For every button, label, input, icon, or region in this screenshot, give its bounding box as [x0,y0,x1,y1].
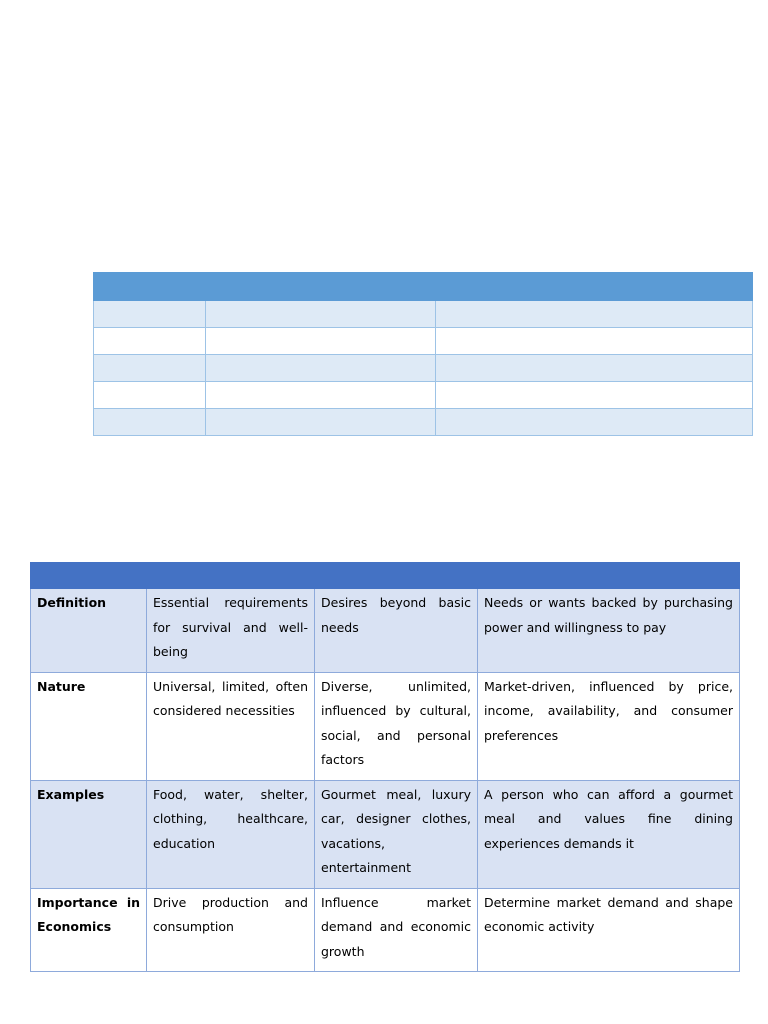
table-cell: Universal, limited, often considered necessities [147,672,315,780]
table-row [31,589,740,673]
table-cell: Influence market demand and economic growth [315,888,478,972]
row-label: Definition [31,589,147,673]
row-label: Examples [31,780,147,888]
table-cell: Food, water, shelter, clothing, healthcare, education [147,780,315,888]
table-cell [206,382,436,409]
table-cell: Drive production and consumption [147,888,315,972]
table-cell: Gourmet meal, luxury car, designer clothes, vacations, entertainment [315,780,478,888]
table-cell [436,382,753,409]
table-row [94,382,753,409]
table-cell: Essential requirements for survival and well-being [147,589,315,673]
table-cell [206,355,436,382]
table-cell [436,328,753,355]
table-row [94,301,753,328]
comparison-table [30,562,740,972]
table-cell [436,301,753,328]
table-row [31,780,740,888]
table-row [94,328,753,355]
table-cell: Desires beyond basic needs [315,589,478,673]
table-cell [94,409,206,436]
table-cell [206,328,436,355]
table-row [31,888,740,972]
table-cell: Determine market demand and shape economic activity [478,888,740,972]
empty-table-header-cell [94,273,753,301]
table-cell [206,409,436,436]
row-label: Importance in Economics [31,888,147,972]
table-row [94,409,753,436]
empty-table [93,272,753,436]
table-cell [206,301,436,328]
comparison-table-header-cell [31,563,740,589]
table-cell [94,382,206,409]
table-cell: Needs or wants backed by purchasing power and willingness to pay [478,589,740,673]
empty-table-header-row [94,273,753,301]
table-cell [436,355,753,382]
comparison-table-header-row [31,563,740,589]
row-label: Nature [31,672,147,780]
table-cell: Diverse, unlimited, influenced by cultural, social, and personal factors [315,672,478,780]
table-cell [94,355,206,382]
table-cell [94,328,206,355]
table-row [31,672,740,780]
table-cell: Market-driven, influenced by price, income, availability, and consumer preferences [478,672,740,780]
table-cell [94,301,206,328]
table-row [94,355,753,382]
table-cell [436,409,753,436]
table-cell: A person who can afford a gourmet meal and values fine dining experiences demands it [478,780,740,888]
